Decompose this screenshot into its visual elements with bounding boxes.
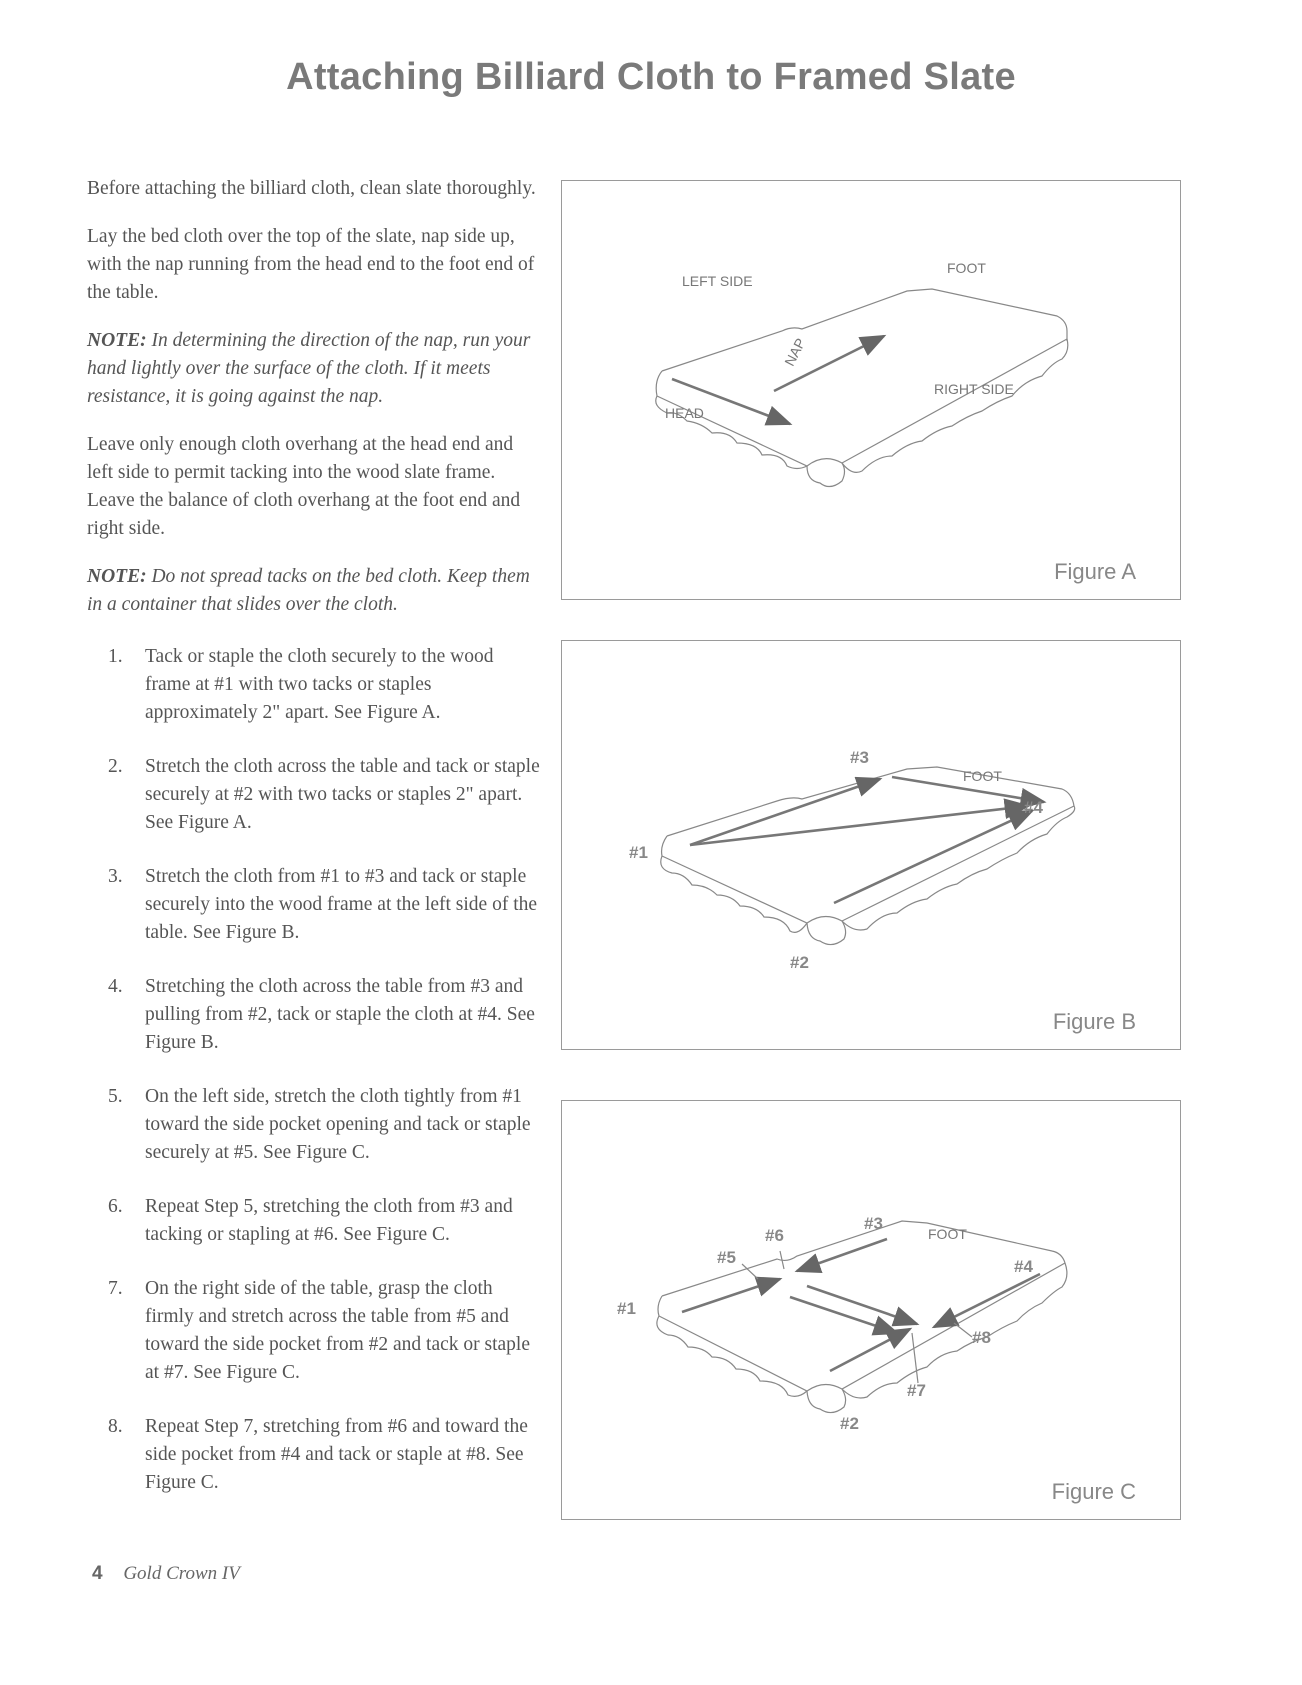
point-3-label: #3 (864, 1214, 883, 1233)
note-text: In determining the direction of the nap, run your hand lightly over the surface of the cloth. If it meets resistance, it is going against the nap. (87, 330, 531, 407)
step-item (87, 1413, 542, 1497)
page-footer (92, 1563, 240, 1585)
note-label: NOTE: (87, 566, 147, 587)
foot-label: FOOT (963, 768, 1002, 784)
point-1-label: #1 (629, 843, 648, 862)
head-label: HEAD (665, 405, 704, 421)
leader-line-7 (912, 1333, 918, 1383)
point-8-label: #8 (972, 1328, 991, 1347)
step-number: 4. (108, 976, 123, 997)
step-item (87, 1275, 542, 1387)
step-item (87, 863, 542, 947)
point-2-label: #2 (790, 953, 809, 972)
step-number: 7. (108, 1278, 123, 1299)
point-5-label: #5 (717, 1248, 736, 1267)
step-text: Stretch the cloth across the table and tack or staple securely at #2 with two tacks or staples 2" apart. See Figure A. (145, 756, 540, 833)
point-7-label: #7 (907, 1381, 926, 1400)
step-item (87, 1193, 542, 1249)
note-text: Do not spread tacks on the bed cloth. Keep them in a container that slides over the cloth. (87, 566, 530, 615)
step-number: 8. (108, 1416, 123, 1437)
nap-label: NAP (781, 335, 809, 369)
note-tacks (87, 563, 542, 619)
step-text: On the right side of the table, grasp the cloth firmly and stretch across the table from #5 and toward the side pocket from #2 and tack or staple at #7. See Figure C. (145, 1278, 531, 1383)
slate-diagram-b (562, 641, 1182, 1051)
step-text: Repeat Step 5, stretching the cloth from #3 and tacking or stapling at #6. See Figure C. (145, 1196, 513, 1245)
step-text: Repeat Step 7, stretching from #6 and toward the side pocket from #4 and tack or staple at #8. See Figure C. (145, 1416, 528, 1493)
point-1-label: #1 (617, 1299, 636, 1318)
arrow-5-to-7 (790, 1297, 897, 1333)
step-number: 1. (108, 646, 123, 667)
figure-caption: Figure A (1054, 559, 1136, 584)
intro-paragraph: Before attaching the billiard cloth, clean slate thoroughly. (87, 178, 536, 199)
right-side-label: RIGHT SIDE (934, 381, 1014, 397)
figure-caption: Figure B (1052, 1009, 1136, 1034)
step-item (87, 643, 542, 727)
figure-b (561, 640, 1181, 1050)
figure-a (561, 180, 1181, 600)
instructions-column (87, 175, 542, 1523)
overhang-paragraph: Leave only enough cloth overhang at the head end and left side to permit tacking into the wood slate frame. Leave the balance of cloth overhang at the foot end and right side. (87, 434, 521, 539)
slate-outline (661, 767, 1075, 945)
step-text: On the left side, stretch the cloth tightly from #1 toward the side pocket opening and tack or staple securely at #5. See Figure C. (145, 1086, 531, 1163)
steps-list (87, 643, 542, 1497)
foot-label: FOOT (947, 260, 986, 276)
point-4-label: #4 (1024, 798, 1043, 817)
arrow-3-to-6 (797, 1239, 887, 1271)
point-6-label: #6 (765, 1226, 784, 1245)
step-number: 3. (108, 866, 123, 887)
note-nap-direction (87, 327, 542, 411)
arrow-4-to-8 (934, 1274, 1040, 1327)
foot-label: FOOT (928, 1226, 967, 1242)
step-text: Tack or staple the cloth securely to the wood frame at #1 with two tacks or staples approximately 2" apart. See Figure A. (145, 646, 494, 723)
book-title: Gold Crown IV (123, 1563, 240, 1584)
step-text: Stretching the cloth across the table from #3 and pulling from #2, tack or staple the cloth at #4. See Figure B. (145, 976, 535, 1053)
step-item (87, 753, 542, 837)
slate-diagram-a (562, 181, 1182, 601)
step-item (87, 1083, 542, 1167)
step-number: 6. (108, 1196, 123, 1217)
step-item (87, 973, 542, 1057)
arrow-2-to-7 (830, 1329, 910, 1371)
intro-paragraph: Lay the bed cloth over the top of the slate, nap side up, with the nap running from the head end to the foot end of the table. (87, 226, 535, 303)
point-3-label: #3 (850, 748, 869, 767)
point-2-label: #2 (840, 1414, 859, 1433)
arrow-1-to-5 (682, 1279, 780, 1312)
left-side-label: LEFT SIDE (682, 273, 753, 289)
step-number: 2. (108, 756, 123, 777)
leader-line-8 (954, 1323, 972, 1337)
arrow-1-to-4 (690, 806, 1028, 845)
step-text: Stretch the cloth from #1 to #3 and tack or staple securely into the wood frame at the left side of the table. See Figure B. (145, 866, 538, 943)
step-number: 5. (108, 1086, 123, 1107)
slate-diagram-c (562, 1101, 1182, 1521)
arrow-6-to-8 (807, 1286, 917, 1324)
page-number: 4 (92, 1563, 103, 1584)
point-4-label: #4 (1014, 1257, 1033, 1276)
page-title: Attaching Billiard Cloth to Framed Slate (286, 56, 1016, 98)
figure-c (561, 1100, 1181, 1520)
note-label: NOTE: (87, 330, 147, 351)
figure-caption: Figure C (1051, 1479, 1136, 1504)
